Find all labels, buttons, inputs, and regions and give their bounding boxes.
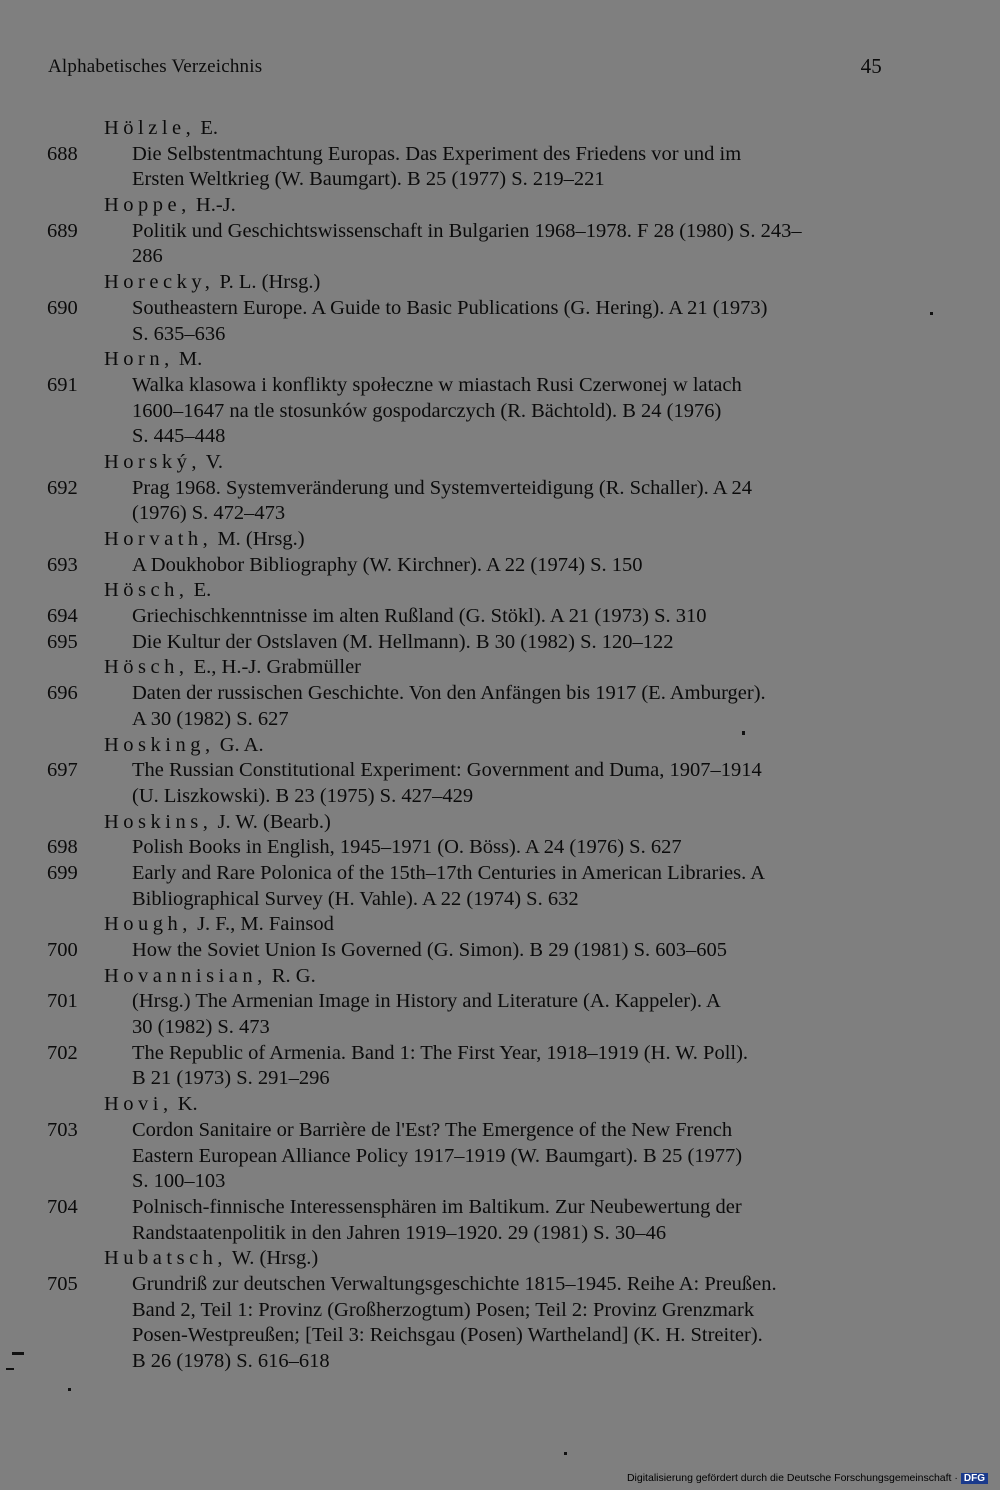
entry-continuation: Band 2, Teil 1: Provinz (Großherzogtum) Posen; Teil 2: Provinz Grenzmark (132, 1298, 755, 1321)
entry-text: Southeastern Europe. A Guide to Basic Publications (G. Hering). A 21 (1973) (132, 296, 768, 319)
author-heading (0, 193, 1000, 219)
entry-continuation: Posen-Westpreußen; [Teil 3: Reichsgau (Posen) Wartheland] (K. H. Streiter). (132, 1324, 763, 1347)
entry-number: 689 (47, 219, 78, 242)
scan-speck (12, 1352, 24, 1355)
entry-line (0, 604, 1000, 630)
digitization-footer (627, 1472, 988, 1484)
author-heading (0, 1092, 1000, 1118)
author-name: Hough, (104, 913, 192, 936)
entry-text: Daten der russischen Geschichte. Von den Anfängen bis 1917 (E. Amburger). (132, 682, 766, 705)
entry-continuation: Bibliographical Survey (H. Vahle). A 22 (1974) S. 632 (132, 887, 579, 910)
entry-line (0, 938, 1000, 964)
author-initials: E. (195, 117, 219, 139)
author-initials: J. F., M. Fainsod (191, 913, 334, 936)
entry-continuation: B 21 (1973) S. 291–296 (132, 1067, 330, 1090)
entry-number: 698 (47, 836, 78, 859)
author-heading (0, 347, 1000, 373)
entry-continuation: S. 445–448 (132, 425, 226, 448)
entry-text: The Russian Constitutional Experiment: Government and Duma, 1907–1914 (132, 759, 762, 782)
entry-continuation: A 30 (1982) S. 627 (132, 707, 289, 730)
entry-text: How the Soviet Union Is Governed (G. Simon). B 29 (1981) S. 603–605 (132, 939, 728, 961)
author-initials: J. W. (Bearb.) (212, 810, 331, 833)
author-heading (0, 578, 1000, 604)
entry-line (0, 142, 1000, 168)
entry-continuation: (1976) S. 472–473 (132, 502, 286, 525)
entry-text: Polish Books in English, 1945–1971 (O. Böss). A 24 (1976) S. 627 (132, 836, 682, 859)
entry-text: (Hrsg.) The Armenian Image in History and Literature (A. Kappeler). A (132, 990, 721, 1013)
entry-number: 693 (47, 553, 78, 576)
entry-number: 688 (47, 142, 78, 165)
author-heading (0, 270, 1000, 296)
entry-number: 692 (47, 476, 78, 499)
scan-speck (68, 1388, 71, 1391)
entry-line (0, 989, 1000, 1015)
author-heading (0, 964, 1000, 990)
header-title: Alphabetisches Verzeichnis (48, 56, 263, 77)
scan-speck (6, 1368, 14, 1370)
scan-speck (564, 1452, 567, 1455)
author-name: Hovannisian, (104, 964, 267, 987)
author-heading (0, 527, 1000, 553)
author-name: Hosking, (104, 733, 215, 756)
entry-text: Early and Rare Polonica of the 15th–17th Centuries in American Libraries. A (132, 861, 766, 884)
index-entries (0, 116, 1000, 1375)
author-name: Horský, (104, 450, 201, 473)
entry-line (0, 553, 1000, 579)
entry-number: 697 (47, 759, 78, 782)
entry-text: Walka klasowa i konflikty społeczne w miastach Rusi Czerwonej w latach (132, 373, 742, 396)
entry-continuation: 30 (1982) S. 473 (132, 1016, 270, 1039)
entry-number: 695 (47, 630, 78, 653)
dfg-logo: DFG (961, 1473, 988, 1484)
entry-line (0, 861, 1000, 887)
entry-continuation: S. 635–636 (132, 322, 226, 345)
entry-continuation: Randstaatenpolitik in den Jahren 1919–1920. 29 (1981) S. 30–46 (132, 1221, 667, 1244)
entry-text: Die Kultur der Ostslaven (M. Hellmann). B 30 (1982) S. 120–122 (132, 630, 674, 653)
author-name: Horvath, (104, 528, 213, 550)
page-number: 45 (860, 54, 882, 78)
entry-number: 690 (47, 296, 78, 319)
author-initials: G. A. (214, 733, 264, 756)
entry-text: Die Selbstentmachtung Europas. Das Experiment des Friedens vor und im (132, 142, 742, 165)
author-initials: E., H.-J. Grabmüller (188, 656, 362, 679)
running-header (48, 56, 882, 78)
scan-speck (742, 731, 745, 735)
author-name: Horn, (104, 348, 174, 371)
scan-speck (930, 312, 933, 315)
author-heading (0, 116, 1000, 142)
entry-line (0, 681, 1000, 707)
author-initials: M. (173, 348, 203, 371)
author-initials: H.-J. (190, 194, 236, 217)
author-heading (0, 912, 1000, 938)
author-heading (0, 1246, 1000, 1272)
author-initials: W. (Hrsg.) (227, 1247, 319, 1270)
author-initials: E. (188, 579, 212, 602)
entry-text: Polnisch-finnische Interessensphären im Baltikum. Zur Neubewertung der (132, 1195, 742, 1218)
entry-line (0, 1041, 1000, 1067)
entry-continuation: S. 100–103 (132, 1170, 226, 1193)
entry-continuation: 1600–1647 na tle stosunków gospodarczych (R. Bächtold). B 24 (1976) (132, 399, 722, 422)
author-initials: R. G. (266, 964, 316, 987)
entry-text: Grundriß zur deutschen Verwaltungsgeschichte 1815–1945. Reihe A: Preußen. (132, 1272, 777, 1295)
entry-number: 700 (47, 939, 78, 961)
entry-text: Griechischkenntnisse im alten Rußland (G. Stökl). A 21 (1973) S. 310 (132, 605, 707, 628)
entry-continuation: (U. Liszkowski). B 23 (1975) S. 427–429 (132, 784, 474, 807)
entry-number: 699 (47, 861, 78, 884)
entry-line (0, 1195, 1000, 1221)
footer-text: Digitalisierung gefördert durch die Deutsche Forschungsgemeinschaft · (626, 1472, 958, 1484)
entry-number: 701 (47, 990, 78, 1013)
author-name: Hubatsch, (104, 1247, 228, 1270)
entry-line (0, 219, 1000, 245)
author-heading (0, 655, 1000, 681)
entry-text: Politik und Geschichtswissenschaft in Bulgarien 1968–1978. F 28 (1980) S. 243– (132, 219, 802, 242)
entry-number: 696 (47, 682, 78, 705)
entry-number: 694 (47, 605, 78, 628)
author-heading (0, 733, 1000, 759)
entry-line (0, 1272, 1000, 1298)
author-name: Hovi, (104, 1093, 173, 1116)
entry-number: 703 (47, 1118, 78, 1141)
author-initials: V. (200, 450, 224, 473)
entry-text: The Republic of Armenia. Band 1: The First Year, 1918–1919 (H. W. Poll). (132, 1041, 749, 1064)
entry-text: Cordon Sanitaire or Barrière de l'Est? The Emergence of the New French (132, 1118, 733, 1141)
author-name: Hölzle, (104, 117, 196, 139)
entry-number: 705 (47, 1272, 78, 1295)
entry-line (0, 835, 1000, 861)
entry-line (0, 373, 1000, 399)
author-name: Horecky, (104, 271, 215, 294)
author-name: Hoskins, (104, 810, 213, 833)
entry-number: 691 (47, 373, 78, 396)
author-name: Hösch, (104, 579, 189, 602)
author-initials: P. L. (Hrsg.) (214, 271, 321, 294)
entry-number: 704 (47, 1195, 78, 1218)
author-initials: M. (Hrsg.) (212, 528, 305, 550)
author-name: Hösch, (104, 656, 189, 679)
author-heading (0, 450, 1000, 476)
entry-continuation: 286 (132, 245, 163, 268)
entry-continuation: B 26 (1978) S. 616–618 (132, 1350, 330, 1372)
entry-line (0, 296, 1000, 322)
entry-line (0, 758, 1000, 784)
author-heading (0, 810, 1000, 836)
entry-continuation: Eastern European Alliance Policy 1917–1919 (W. Baumgart). B 25 (1977) (132, 1144, 743, 1167)
entry-line (0, 630, 1000, 656)
author-name: Hoppe, (104, 194, 191, 217)
author-initials: K. (172, 1093, 198, 1116)
entry-text: A Doukhobor Bibliography (W. Kirchner). A 22 (1974) S. 150 (132, 553, 643, 576)
entry-number: 702 (47, 1041, 78, 1064)
entry-line (0, 1118, 1000, 1144)
entry-continuation: Ersten Weltkrieg (W. Baumgart). B 25 (1977) S. 219–221 (132, 168, 605, 191)
entry-text: Prag 1968. Systemveränderung und Systemverteidigung (R. Schaller). A 24 (132, 476, 753, 499)
entry-line (0, 476, 1000, 502)
